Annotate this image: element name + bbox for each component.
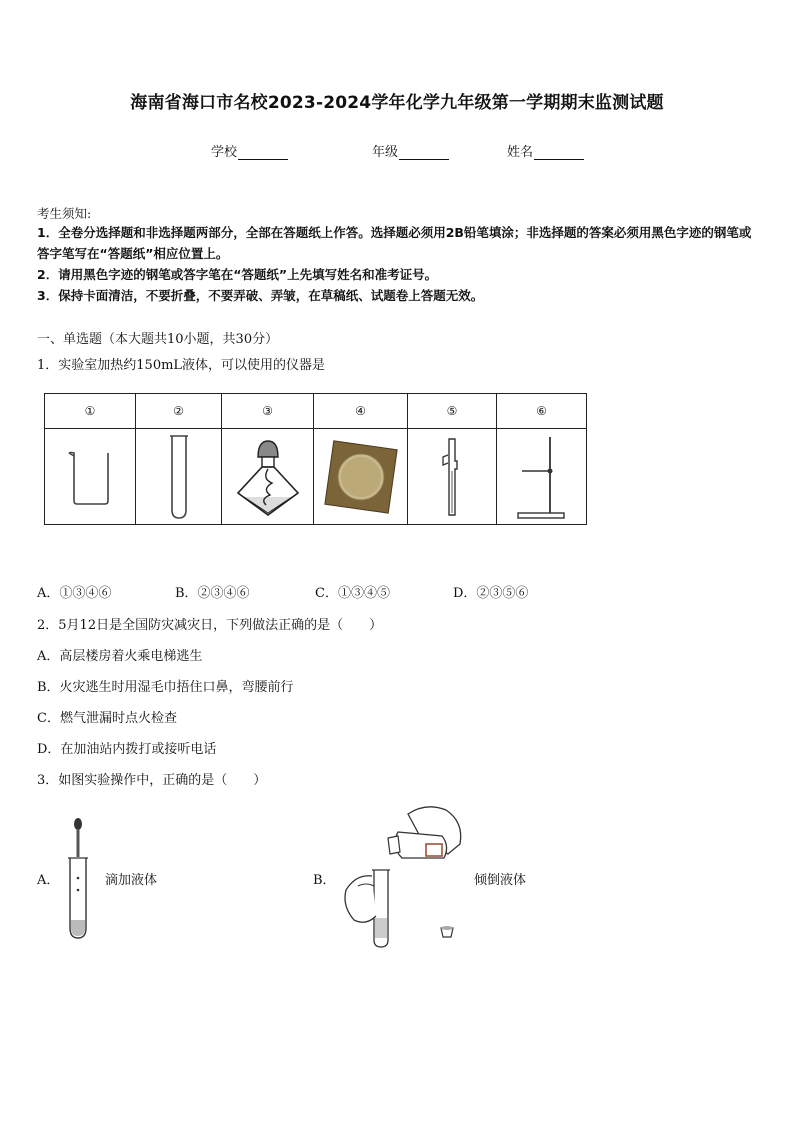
- notice-item: 1．全卷分选择题和非选择题两部分，全部在答题纸上作答。选择题必须用2B铅笔填涂；非选择题的答案必须用黑色字迹的钢笔或答字笔写在“答题纸”相应位置上。: [37, 225, 752, 261]
- instrument-header: ②: [136, 394, 222, 429]
- q1-option-b[interactable]: B．②③④⑥: [175, 586, 250, 601]
- school-field: [211, 141, 288, 160]
- pouring-liquid-icon: [338, 800, 468, 950]
- question-1-stem: 1．实验室加热约150mL液体，可以使用的仪器是: [37, 358, 326, 373]
- q3-option-a-caption: 滴加液体: [105, 873, 158, 888]
- asbestos-gauze-icon: [323, 439, 399, 515]
- q2-option-a[interactable]: A．高层楼房着火乘电梯逃生: [37, 649, 203, 664]
- grade-label: 年级: [372, 145, 399, 160]
- name-field: [507, 141, 584, 160]
- question-2-stem: 2．5月12日是全国防灾减灾日，下列做法正确的是（ ）: [37, 618, 383, 633]
- instrument-header: ⑥: [497, 394, 587, 429]
- q3-option-b-caption: 倾倒液体: [474, 873, 527, 888]
- q1-option-c[interactable]: C．①③④⑤: [315, 586, 390, 601]
- q2-option-d[interactable]: D．在加油站内拨打或接听电话: [37, 742, 217, 757]
- q1-option-a[interactable]: A．①③④⑥: [37, 586, 112, 601]
- instrument-table: [44, 393, 587, 525]
- school-label: 学校: [211, 145, 238, 160]
- instrument-header: ④: [314, 394, 408, 429]
- instrument-cell: [314, 429, 408, 525]
- instrument-header: ⑤: [408, 394, 497, 429]
- question-3-stem: 3．如图实验操作中，正确的是（ ）: [37, 773, 267, 788]
- name-blank[interactable]: [534, 146, 584, 160]
- instrument-cell: [497, 429, 587, 525]
- notice-list: [37, 222, 759, 306]
- grade-blank[interactable]: [399, 146, 449, 160]
- notice-item: 2．请用黑色字迹的钢笔或答字笔在“答题纸”上先填写姓名和准考证号。: [37, 267, 438, 282]
- q1-option-d[interactable]: D．②③⑤⑥: [453, 586, 529, 601]
- test-tube-holder-icon: [440, 435, 464, 519]
- q2-option-b[interactable]: B．火灾逃生时用湿毛巾捂住口鼻，弯腰前行: [37, 680, 294, 695]
- grade-field: [372, 141, 449, 160]
- instrument-header: ①: [45, 394, 136, 429]
- dropper-over-test-tube-icon: [64, 816, 92, 942]
- alcohol-lamp-icon: [232, 435, 304, 519]
- school-blank[interactable]: [238, 146, 288, 160]
- instrument-header: ③: [222, 394, 314, 429]
- beaker-icon: [65, 447, 115, 507]
- notice-heading: 考生须知:: [37, 206, 92, 221]
- section-title: 一、单选题（本大题共10小题，共30分）: [37, 332, 279, 347]
- instrument-cell: [222, 429, 314, 525]
- instrument-cell: [45, 429, 136, 525]
- name-label: 姓名: [507, 145, 534, 160]
- exam-title: 海南省海口市名校2023-2024学年化学九年级第一学期期末监测试题: [130, 93, 664, 113]
- q3-option-a-letter[interactable]: A．: [37, 873, 60, 888]
- instrument-cell: [408, 429, 497, 525]
- instrument-cell: [136, 429, 222, 525]
- q3-option-b-letter[interactable]: B．: [313, 873, 336, 888]
- iron-stand-icon: [514, 433, 570, 521]
- notice-item: 3．保持卡面清洁，不要折叠，不要弄破、弄皱，在草稿纸、试题卷上答题无效。: [37, 288, 484, 303]
- test-tube-icon: [167, 434, 191, 520]
- q2-option-c[interactable]: C．燃气泄漏时点火检查: [37, 711, 177, 726]
